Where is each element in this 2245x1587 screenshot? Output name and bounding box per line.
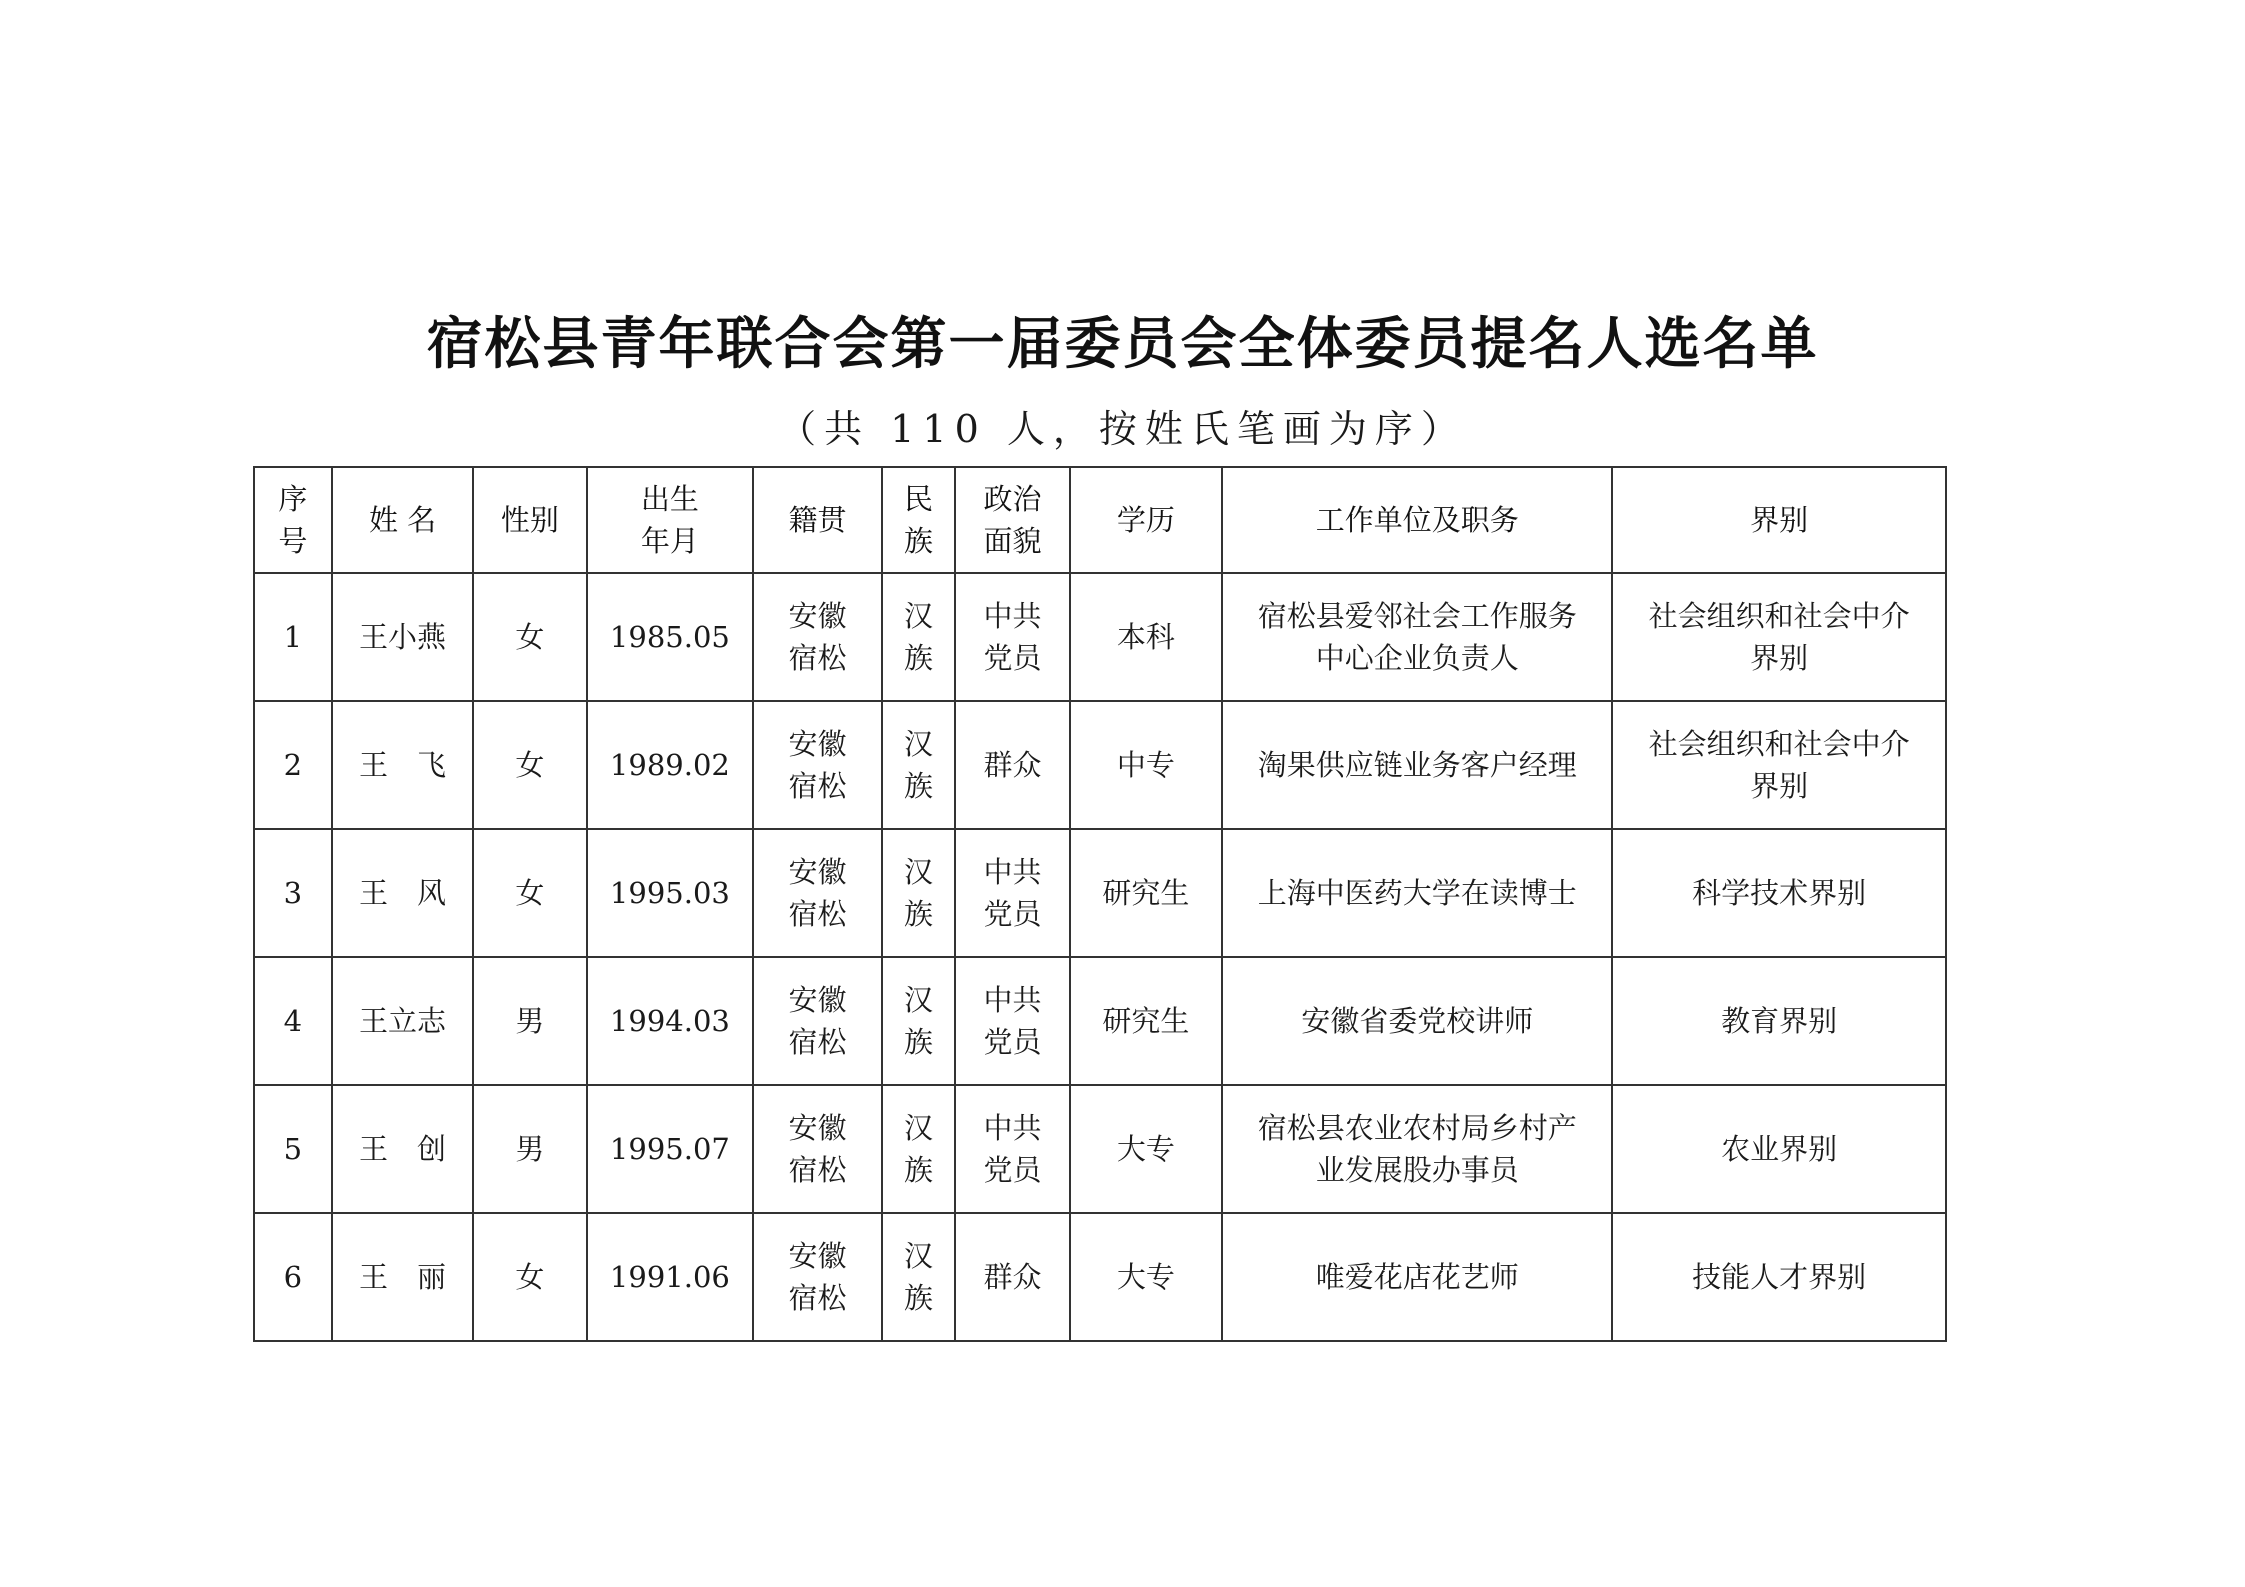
cell-origin-line: 宿松	[788, 1281, 847, 1315]
cell-seq-text: 1	[283, 620, 303, 654]
cell-ethnicity-line: 汉	[904, 599, 934, 633]
cell-sector	[1612, 573, 1946, 701]
table-row	[254, 829, 1946, 957]
cell-birth	[587, 1213, 754, 1341]
cell-ethnicity-line: 汉	[904, 983, 934, 1017]
cell-education	[1070, 957, 1223, 1085]
cell-gender	[473, 1213, 586, 1341]
cell-political	[955, 957, 1069, 1085]
header-ethnicity: 民 族	[882, 467, 956, 573]
cell-ethnicity-line: 族	[904, 769, 934, 803]
cell-gender	[473, 701, 586, 829]
cell-education-text: 大专	[1116, 1260, 1175, 1294]
cell-gender-text: 女	[515, 620, 545, 654]
cell-education-text: 大专	[1116, 1132, 1175, 1166]
cell-origin	[753, 1213, 881, 1341]
cell-ethnicity	[882, 1213, 956, 1341]
cell-gender	[473, 1085, 586, 1213]
cell-birth	[587, 829, 754, 957]
nominee-table	[253, 466, 1947, 1342]
cell-birth	[587, 1085, 754, 1213]
cell-origin-line: 宿松	[788, 1025, 847, 1059]
cell-ethnicity-line: 汉	[904, 1111, 934, 1145]
cell-gender-text: 女	[515, 1260, 545, 1294]
cell-education	[1070, 1085, 1223, 1213]
cell-sector	[1612, 1213, 1946, 1341]
cell-sector	[1612, 829, 1946, 957]
header-birth: 出生 年月	[587, 467, 754, 573]
cell-birth-text: 1995.03	[609, 876, 730, 910]
cell-ethnicity-line: 族	[904, 1025, 934, 1059]
cell-political-line: 中共	[983, 1111, 1042, 1145]
cell-name-text: 王立志	[359, 1004, 447, 1038]
cell-education-text: 研究生	[1102, 1004, 1190, 1038]
cell-political	[955, 573, 1069, 701]
cell-origin-line: 安徽	[788, 983, 847, 1017]
cell-employer	[1222, 573, 1612, 701]
cell-name-text: 王 风	[359, 876, 447, 910]
table-row	[254, 701, 1946, 829]
cell-sector-line: 科学技术界别	[1692, 876, 1867, 910]
cell-gender-text: 男	[515, 1132, 545, 1166]
cell-sector-line: 农业界别	[1721, 1132, 1838, 1166]
table-header-row	[254, 467, 1946, 573]
cell-birth-text: 1995.07	[609, 1132, 730, 1166]
cell-education-text: 研究生	[1102, 876, 1190, 910]
cell-ethnicity-line: 汉	[904, 1239, 934, 1273]
cell-name-text: 王 丽	[359, 1260, 447, 1294]
cell-origin-line: 宿松	[788, 641, 847, 675]
cell-sector-line: 界别	[1750, 641, 1809, 675]
cell-employer-line: 中心企业负责人	[1315, 641, 1519, 675]
cell-origin-line: 安徽	[788, 1239, 847, 1273]
cell-seq-text: 3	[283, 876, 303, 910]
cell-employer	[1222, 957, 1612, 1085]
cell-ethnicity	[882, 701, 956, 829]
cell-seq-text: 5	[283, 1132, 303, 1166]
cell-origin	[753, 957, 881, 1085]
cell-employer-line: 业发展股办事员	[1315, 1153, 1519, 1187]
cell-political	[955, 829, 1069, 957]
cell-gender	[473, 957, 586, 1085]
cell-name-text: 王小燕	[359, 620, 447, 654]
cell-sector-line: 社会组织和社会中介	[1648, 599, 1910, 633]
cell-seq	[254, 701, 332, 829]
cell-seq	[254, 957, 332, 1085]
cell-gender-text: 女	[515, 876, 545, 910]
cell-birth-text: 1994.03	[609, 1004, 730, 1038]
cell-political-line: 中共	[983, 983, 1042, 1017]
cell-name	[332, 957, 474, 1085]
cell-origin-line: 安徽	[788, 599, 847, 633]
header-origin: 籍贯	[753, 467, 881, 573]
table-row	[254, 1085, 1946, 1213]
page-subtitle: （共 110 人，按姓氏笔画为序）	[778, 407, 1467, 451]
cell-education	[1070, 701, 1223, 829]
cell-employer	[1222, 1213, 1612, 1341]
cell-origin	[753, 573, 881, 701]
cell-education	[1070, 573, 1223, 701]
cell-origin-line: 安徽	[788, 855, 847, 889]
cell-ethnicity-line: 族	[904, 1281, 934, 1315]
cell-employer-line: 宿松县农业农村局乡村产	[1257, 1111, 1577, 1145]
table-row	[254, 1213, 1946, 1341]
header-education: 学历	[1070, 467, 1223, 573]
cell-name	[332, 573, 474, 701]
cell-education	[1070, 1213, 1223, 1341]
cell-ethnicity-line: 族	[904, 1153, 934, 1187]
cell-seq	[254, 1085, 332, 1213]
cell-seq-text: 4	[283, 1004, 303, 1038]
cell-birth	[587, 701, 754, 829]
cell-political-line: 中共	[983, 855, 1042, 889]
cell-political-line: 党员	[983, 641, 1042, 675]
cell-sector	[1612, 957, 1946, 1085]
cell-employer-line: 宿松县爱邻社会工作服务	[1257, 599, 1577, 633]
header-sector: 界别	[1612, 467, 1946, 573]
cell-gender	[473, 573, 586, 701]
cell-education-text: 中专	[1116, 748, 1175, 782]
cell-political-line: 党员	[983, 1153, 1042, 1187]
cell-sector-line: 技能人才界别	[1692, 1260, 1867, 1294]
cell-political-line: 党员	[983, 1025, 1042, 1059]
cell-seq-text: 6	[283, 1260, 303, 1294]
cell-ethnicity	[882, 573, 956, 701]
cell-employer-line: 上海中医药大学在读博士	[1257, 876, 1577, 910]
cell-ethnicity-line: 族	[904, 897, 934, 931]
cell-employer	[1222, 701, 1612, 829]
header-gender: 性别	[473, 467, 586, 573]
cell-employer-line: 唯爱花店花艺师	[1315, 1260, 1519, 1294]
cell-seq	[254, 573, 332, 701]
cell-birth-text: 1989.02	[609, 748, 730, 782]
cell-origin-line: 宿松	[788, 769, 847, 803]
cell-name	[332, 1213, 474, 1341]
header-seq: 序 号	[254, 467, 332, 573]
cell-sector	[1612, 701, 1946, 829]
cell-origin-line: 宿松	[788, 1153, 847, 1187]
cell-education-text: 本科	[1116, 620, 1175, 654]
cell-name	[332, 701, 474, 829]
cell-sector	[1612, 1085, 1946, 1213]
table-row	[254, 573, 1946, 701]
header-name: 姓 名	[332, 467, 474, 573]
cell-sector-line: 社会组织和社会中介	[1648, 727, 1910, 761]
cell-political	[955, 1213, 1069, 1341]
table-row	[254, 957, 1946, 1085]
cell-ethnicity-line: 汉	[904, 727, 934, 761]
cell-seq	[254, 829, 332, 957]
cell-birth	[587, 573, 754, 701]
cell-name	[332, 829, 474, 957]
cell-ethnicity	[882, 829, 956, 957]
cell-birth-text: 1991.06	[609, 1260, 730, 1294]
cell-sector-line: 教育界别	[1721, 1004, 1838, 1038]
cell-birth-text: 1985.05	[609, 620, 730, 654]
cell-name-text: 王 创	[359, 1132, 447, 1166]
cell-ethnicity-line: 汉	[904, 855, 934, 889]
cell-gender	[473, 829, 586, 957]
cell-ethnicity	[882, 1085, 956, 1213]
header-political: 政治 面貌	[955, 467, 1069, 573]
header-employer: 工作单位及职务	[1222, 467, 1612, 573]
cell-gender-text: 女	[515, 748, 545, 782]
cell-political	[955, 701, 1069, 829]
cell-employer-line: 淘果供应链业务客户经理	[1257, 748, 1577, 782]
cell-origin	[753, 829, 881, 957]
cell-political-line: 党员	[983, 897, 1042, 931]
cell-political-line: 中共	[983, 599, 1042, 633]
cell-political-line: 群众	[983, 748, 1042, 782]
cell-name-text: 王 飞	[359, 748, 447, 782]
cell-sector-line: 界别	[1750, 769, 1809, 803]
cell-employer-line: 安徽省委党校讲师	[1301, 1004, 1534, 1038]
cell-education	[1070, 829, 1223, 957]
cell-origin	[753, 701, 881, 829]
cell-ethnicity	[882, 957, 956, 1085]
cell-origin-line: 宿松	[788, 897, 847, 931]
table-body	[254, 573, 1946, 1341]
cell-origin-line: 安徽	[788, 727, 847, 761]
cell-seq-text: 2	[283, 748, 303, 782]
cell-name	[332, 1085, 474, 1213]
cell-origin-line: 安徽	[788, 1111, 847, 1145]
cell-origin	[753, 1085, 881, 1213]
cell-ethnicity-line: 族	[904, 641, 934, 675]
cell-birth	[587, 957, 754, 1085]
cell-political-line: 群众	[983, 1260, 1042, 1294]
page-title: 宿松县青年联合会第一届委员会全体委员提名人选名单	[426, 312, 1819, 377]
cell-employer	[1222, 829, 1612, 957]
cell-employer	[1222, 1085, 1612, 1213]
cell-seq	[254, 1213, 332, 1341]
cell-gender-text: 男	[515, 1004, 545, 1038]
cell-political	[955, 1085, 1069, 1213]
